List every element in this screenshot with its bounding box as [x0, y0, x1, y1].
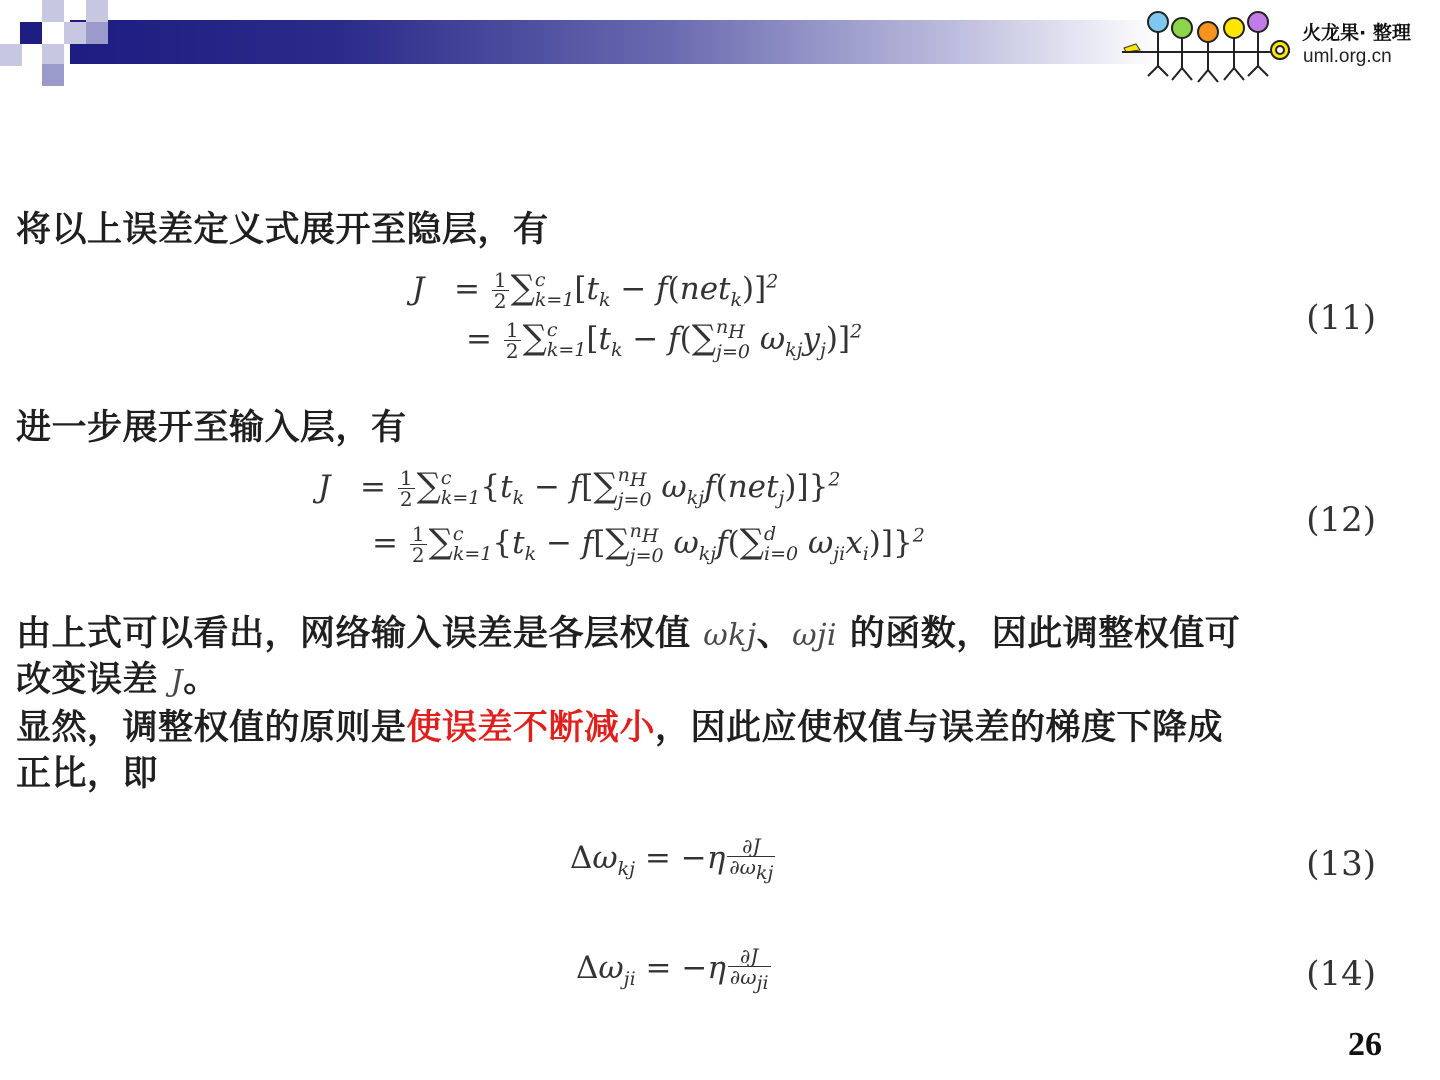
- equation-number-12: (12): [1306, 500, 1376, 540]
- paragraph-text: 改变误差: [16, 660, 171, 700]
- paragraph-proportional: 正比，即: [16, 754, 159, 794]
- header-square-light: [0, 44, 22, 66]
- J-symbol: J: [170, 664, 184, 699]
- paragraph-text: 显然，调整权值的原则是: [16, 708, 407, 748]
- paragraph-principle: [16, 700, 1223, 750]
- paragraph-expand-hidden: 将以上误差定义式展开至隐层，有: [16, 210, 549, 250]
- equation-number-11: (11): [1306, 298, 1376, 338]
- equation-14: $\Delta\omega_{ji} = -\eta$ $\frac{\partial J}{\partial\omega_{ji}}$: [576, 944, 769, 994]
- separator: 、: [756, 614, 793, 654]
- paragraph-text: 由上式可以看出，网络输入误差是各层权值: [16, 614, 704, 654]
- equation-12-line1: J = $\frac{1}{2}$ ∑ c k=1 {$t_k - f[\sum$ $n_H$ j=0 $\omega_{kj}f(net_j)]\}^2$: [318, 464, 841, 511]
- paragraph-change-error: [16, 652, 219, 702]
- brand-url: uml.org.cn: [1303, 46, 1392, 67]
- header-square-light: [86, 0, 108, 22]
- omega-ji-symbol: ωji: [792, 618, 838, 653]
- paragraph-text: 。: [183, 660, 219, 700]
- paragraph-text: 的函数，因此调整权值可: [837, 614, 1241, 654]
- header-square-dark: [20, 22, 42, 44]
- highlight-text: 使误差不断减小: [406, 708, 656, 748]
- equation-13: $\Delta\omega_{kj} = -\eta$ $\frac{\partial J}{\partial\omega_{kj}}$: [570, 834, 774, 884]
- paragraph-text: ，因此应使权值与误差的梯度下降成: [655, 708, 1224, 748]
- equation-11-line1: J = $\frac{1}{2}$ ∑ c k=1 $[t_k - f(net_k)]^2$: [412, 268, 779, 313]
- header-band: [70, 20, 1160, 64]
- page-number: 26: [1348, 1026, 1382, 1063]
- equation-number-14: (14): [1306, 954, 1376, 994]
- equation-11-line2: = $\frac{1}{2}$ ∑ c k=1 [$t_k - f(\sum$ $n_H$ j=0 $\omega_{kj}y_j)]^2$: [466, 316, 863, 363]
- paragraph-expand-input: 进一步展开至输入层，有: [16, 408, 407, 448]
- brand-name: 火龙果· 整理: [1302, 22, 1411, 44]
- equation-number-13: (13): [1306, 844, 1376, 884]
- header-square-mid: [42, 64, 64, 86]
- equation-12-line2: = $\frac{1}{2}$ ∑ c k=1 {$t_k - f[\sum$ $n_H$ j=0 $\omega_{kj}f(\sum$ d i=0 $\omega_{ji}x_i)]\}^2$: [372, 520, 925, 567]
- header-square-mid: [86, 22, 108, 44]
- header-square-light: [64, 22, 86, 44]
- header-square-light: [42, 0, 64, 22]
- brand-logo-icon: [1122, 8, 1302, 86]
- header-square-light: [42, 44, 64, 66]
- paragraph-error-function: [16, 606, 1240, 656]
- omega-kj-symbol: ωkj: [703, 618, 757, 653]
